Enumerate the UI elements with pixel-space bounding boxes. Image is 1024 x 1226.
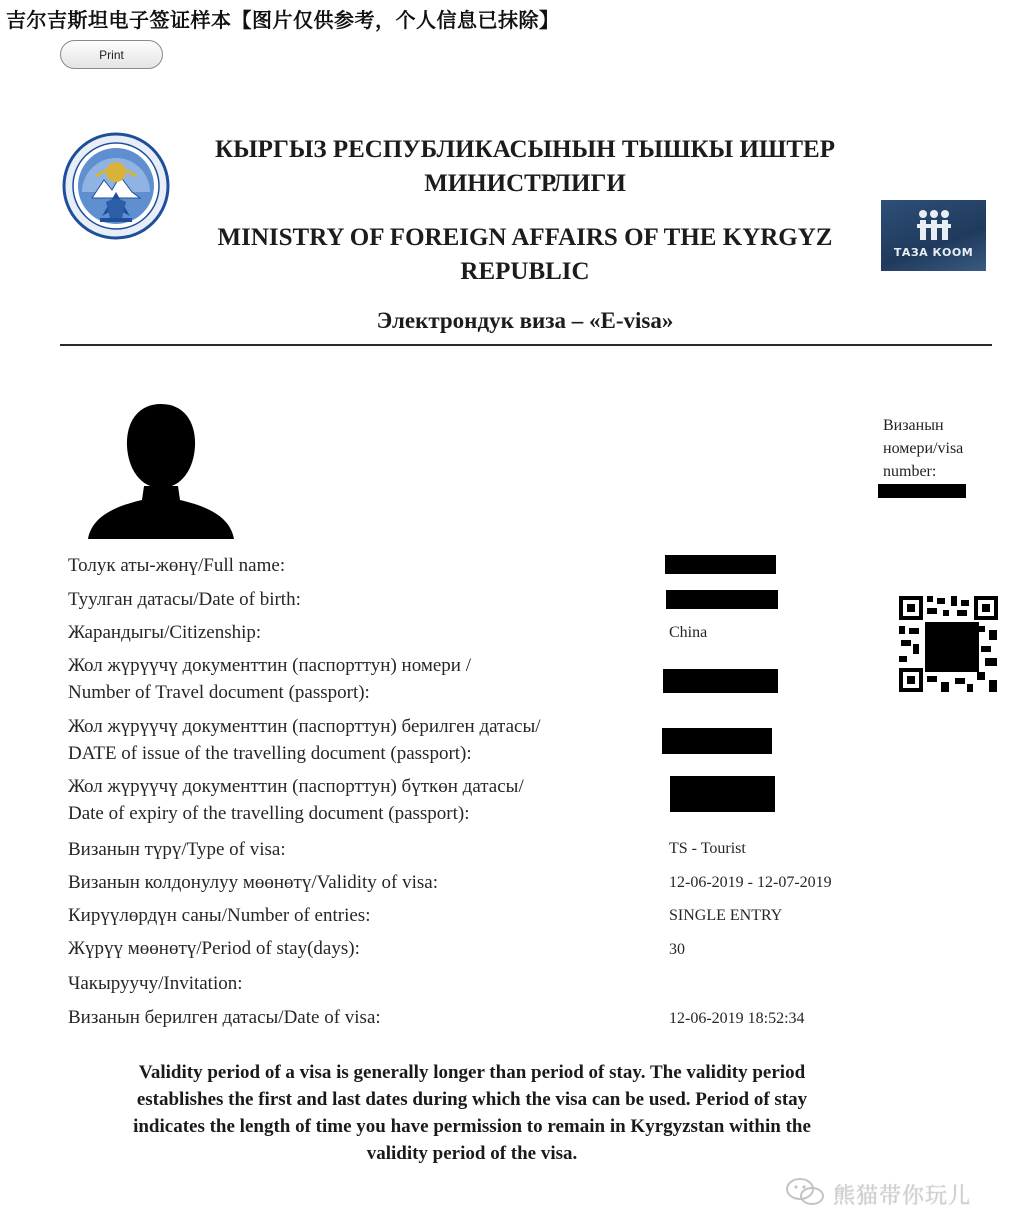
expiry-date-label-line1: Жол жүрүүчү документтин (паспорттун) бүткөн датасы/ xyxy=(68,776,524,797)
passport-number-label xyxy=(68,652,471,706)
visa-type-value: TS - Tourist xyxy=(669,840,746,857)
visa-number-redacted xyxy=(878,484,966,498)
print-button[interactable]: Print xyxy=(60,40,163,69)
validity-label: Визанын колдонулуу мөөнөтү/Validity of visa: xyxy=(68,872,439,893)
note-line1: Validity period of a visa is generally longer than period of stay. The validity period xyxy=(138,1062,806,1083)
entries-value: SINGLE ENTRY xyxy=(669,907,783,924)
watermark xyxy=(785,1176,985,1210)
issue-date-label-line2: DATE of issue of the travelling document (passport): xyxy=(68,743,472,764)
issue-date-label xyxy=(68,713,541,767)
title-en-line1: MINISTRY OF FOREIGN AFFAIRS OF THE KYRGYZ xyxy=(217,224,833,251)
kyrgyz-emblem-icon xyxy=(62,132,170,240)
full-name-label: Толук аты-жөнү/Full name: xyxy=(68,555,286,576)
citizenship-value: China xyxy=(669,624,708,641)
passport-number-redacted xyxy=(663,669,778,693)
entries-label: Кирүүлөрдүн саны/Number of entries: xyxy=(68,905,371,926)
ministry-title-kyrgyz xyxy=(180,133,870,201)
passport-number-label-line1: Жол жүрүүчү документтин (паспорттун) номери / xyxy=(68,655,472,676)
expiry-date-label-line2: Date of expiry of the travelling document (passport): xyxy=(68,803,470,824)
taza-koom-icon xyxy=(915,208,953,244)
period-of-stay-label: Жүрүү мөөнөтү/Period of stay(days): xyxy=(68,938,360,959)
date-of-visa-value: 12-06-2019 18:52:34 xyxy=(669,1010,805,1027)
title-ky-line2: МИНИСТРЛИГИ xyxy=(424,170,626,197)
passport-number-label-line2: Number of Travel document (passport): xyxy=(68,682,370,703)
watermark-text: 熊猫带你玩儿 xyxy=(833,1184,972,1209)
visa-number-label-line1: Визанын xyxy=(883,417,944,434)
title-ky-line1: КЫРГЫЗ РЕСПУБЛИКАСЫНЫН ТЫШКЫ ИШТЕР xyxy=(215,136,835,163)
visa-type-label: Визанын түрү/Type of visa: xyxy=(68,839,286,860)
issue-date-label-line1: Жол жүрүүчү документтин (паспорттун) берилген датасы/ xyxy=(68,716,541,737)
validity-value: 12-06-2019 - 12-07-2019 xyxy=(669,874,832,891)
person-silhouette-icon xyxy=(86,402,236,539)
issue-date-redacted xyxy=(662,728,772,754)
wechat-icon xyxy=(785,1176,825,1208)
expiry-date-label xyxy=(68,773,524,827)
note-line2: establishes the first and last dates during which the visa can be used. Period of stay xyxy=(136,1089,808,1110)
validity-note xyxy=(66,1059,878,1167)
visa-number-label-line2: номери/visa xyxy=(883,440,964,457)
period-of-stay-value: 30 xyxy=(669,941,685,958)
header-divider xyxy=(60,344,992,346)
qr-code-icon xyxy=(897,594,1000,694)
evisa-title: Электрондук виза – «E-visa» xyxy=(376,308,674,333)
date-of-birth-redacted xyxy=(666,590,778,609)
date-of-visa-label: Визанын берилген датасы/Date of visa: xyxy=(68,1007,381,1028)
citizenship-label: Жарандыгы/Citizenship: xyxy=(68,622,262,643)
ministry-title-english xyxy=(180,221,870,289)
logo-text: ТАЗА КООМ xyxy=(893,246,974,259)
invitation-label: Чакыруучу/Invitation: xyxy=(68,973,243,994)
date-of-birth-label: Туулган датасы/Date of birth: xyxy=(68,589,301,610)
visa-number-label-line3: number: xyxy=(883,463,937,480)
taza-koom-logo xyxy=(881,200,986,271)
title-en-line2: REPUBLIC xyxy=(460,258,590,285)
visa-number-label xyxy=(883,414,1003,483)
note-line4: validity period of the visa. xyxy=(366,1143,578,1164)
page-caption: 吉尔吉斯坦电子签证样本【图片仅供参考，个人信息已抹除】 xyxy=(6,8,560,32)
note-line3: indicates the length of time you have permission to remain in Kyrgyzstan within the xyxy=(133,1116,811,1137)
full-name-redacted xyxy=(665,555,776,574)
expiry-date-redacted xyxy=(670,776,775,812)
